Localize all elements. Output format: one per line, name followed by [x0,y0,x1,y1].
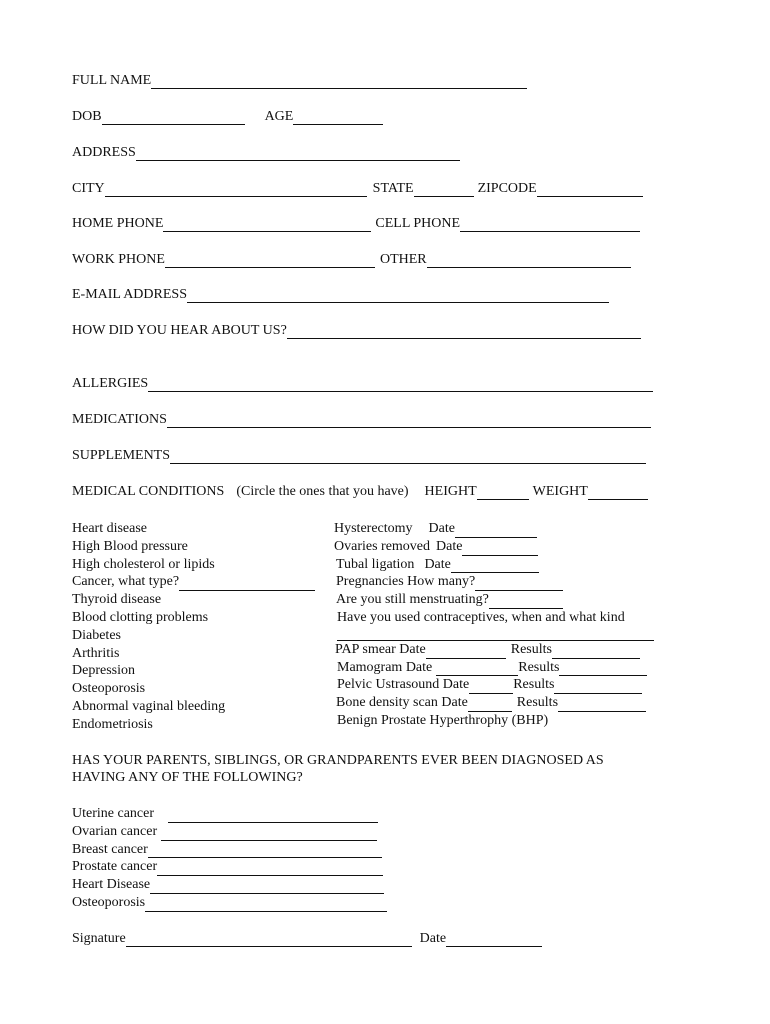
city-state-zip-row [72,181,643,197]
mamogram-date-field[interactable] [436,662,518,676]
city-field[interactable] [105,183,367,197]
supplements-label: SUPPLEMENTS [72,448,171,463]
full-name-row [72,73,527,89]
supplements-row [72,448,646,464]
list-item[interactable]: Depression [72,663,135,679]
hear-about-field[interactable] [287,325,641,339]
hear-about-label: HOW DID YOU HEAR ABOUT US? [72,323,287,338]
age-label: AGE [264,109,294,124]
list-item[interactable]: Mamogram Date Results [334,659,654,677]
osteoporosis-field[interactable] [145,898,387,912]
address-field[interactable] [136,147,460,161]
other-field[interactable] [427,254,631,268]
circle-note: (Circle the ones that you have) [236,484,409,499]
pap-date-field[interactable] [426,645,506,659]
menstruating-field[interactable] [489,595,563,609]
medications-field[interactable] [167,414,651,428]
prostate-cancer-field[interactable] [157,862,383,876]
mamogram-results-field[interactable] [559,662,647,676]
list-item[interactable]: Bone density scan Date Results [334,694,654,712]
list-item[interactable]: Are you still menstruating? [334,591,654,609]
list-item[interactable]: Tubal ligation Date [334,556,654,574]
signature-date-field[interactable] [446,933,542,947]
list-item[interactable]: Heart Disease [72,876,387,894]
conditions-right-list [334,520,654,730]
state-field[interactable] [414,183,474,197]
list-item[interactable]: Thyroid disease [72,592,162,608]
home-phone-label: HOME PHONE [72,216,164,231]
dob-label: DOB [72,109,102,124]
email-row [72,287,609,303]
ovarian-cancer-field[interactable] [161,827,377,841]
list-item[interactable]: Benign Prostate Hyperthrophy (BHP) [337,712,549,728]
medications-row [72,412,651,428]
allergies-row [72,376,653,392]
pelvic-results-field[interactable] [554,680,642,694]
list-item[interactable]: Hysterectomy Date [334,520,654,538]
date-label: Date [419,931,447,946]
supplements-field[interactable] [170,450,646,464]
work-phone-row [72,252,631,268]
uterine-cancer-field[interactable] [168,809,378,823]
list-item[interactable]: Osteoporosis [72,681,146,697]
conditions-left-list [72,520,315,734]
family-question-line1: HAS YOUR PARENTS, SIBLINGS, OR GRANDPARENTS EVER BEEN DIAGNOSED AS [72,753,604,768]
full-name-label: FULL NAME [72,73,152,88]
breast-cancer-field[interactable] [148,844,382,858]
signature-row [72,931,542,947]
dob-age-row [72,109,383,125]
signature-field[interactable] [126,933,412,947]
list-item[interactable]: Endometriosis [72,716,153,732]
list-item[interactable]: Uterine cancer [72,805,387,823]
pregnancies-field[interactable] [475,577,563,591]
list-item[interactable]: Heart disease [72,521,148,536]
family-question-line2: HAVING ANY OF THE FOLLOWING? [72,770,303,785]
medical-conditions-row [72,484,648,500]
work-phone-label: WORK PHONE [72,252,165,267]
family-list [72,805,387,912]
list-item[interactable]: Diabetes [72,627,121,643]
phone-row [72,216,640,232]
height-label: HEIGHT [424,484,477,499]
pelvic-date-field[interactable] [469,680,513,694]
address-row [72,145,460,161]
list-item[interactable]: Cancer, what type? [72,573,315,591]
allergies-field[interactable] [148,378,653,392]
medications-label: MEDICATIONS [72,412,167,427]
list-item[interactable]: Ovaries removed Date [334,538,654,556]
list-item[interactable]: Arthritis [72,645,120,661]
ovaries-date-field[interactable] [462,542,538,556]
age-field[interactable] [293,111,383,125]
list-item[interactable]: Blood clotting problems [72,609,209,625]
cancer-type-field[interactable] [179,577,315,591]
pap-results-field[interactable] [552,645,640,659]
list-item[interactable]: Abnormal vaginal bleeding [72,698,226,714]
list-item[interactable]: Breast cancer [72,841,387,859]
list-item[interactable]: High cholesterol or lipids [72,556,215,572]
hear-about-row [72,323,641,339]
city-label: CITY [72,181,105,196]
list-item[interactable]: High Blood pressure [72,538,188,554]
height-field[interactable] [477,486,529,500]
list-item[interactable]: Pregnancies How many? [334,573,654,591]
heart-disease-field[interactable] [150,880,384,894]
weight-label: WEIGHT [532,484,588,499]
other-label: OTHER [379,252,427,267]
list-item[interactable]: Osteoporosis [72,894,387,912]
zipcode-label: ZIPCODE [477,181,537,196]
address-label: ADDRESS [72,145,136,160]
list-item[interactable]: Ovarian cancer [72,823,387,841]
list-item[interactable] [334,627,654,641]
contraceptives-field[interactable] [337,627,654,641]
tubal-date-field[interactable] [451,559,539,573]
bone-date-field[interactable] [468,698,512,712]
dob-field[interactable] [102,111,245,125]
zipcode-field[interactable] [537,183,643,197]
cell-phone-label: CELL PHONE [375,216,461,231]
state-label: STATE [372,181,414,196]
work-phone-field[interactable] [165,254,375,268]
allergies-label: ALLERGIES [72,376,149,391]
list-item[interactable]: Pelvic Ustrasound Date Results [334,676,654,694]
hysterectomy-date-field[interactable] [455,524,537,538]
signature-label: Signature [72,931,126,946]
home-phone-field[interactable] [163,218,371,232]
full-name-field[interactable] [151,75,527,89]
bone-results-field[interactable] [558,698,646,712]
cell-phone-field[interactable] [460,218,640,232]
email-label: E-MAIL ADDRESS [72,287,187,302]
list-item[interactable]: Prostate cancer [72,858,387,876]
email-field[interactable] [187,289,609,303]
list-item[interactable]: Have you used contraceptives, when and what kind [337,609,625,625]
list-item[interactable]: PAP smear Date Results [334,641,654,659]
family-question [72,752,604,786]
weight-field[interactable] [588,486,648,500]
medical-conditions-label: MEDICAL CONDITIONS [72,484,225,499]
